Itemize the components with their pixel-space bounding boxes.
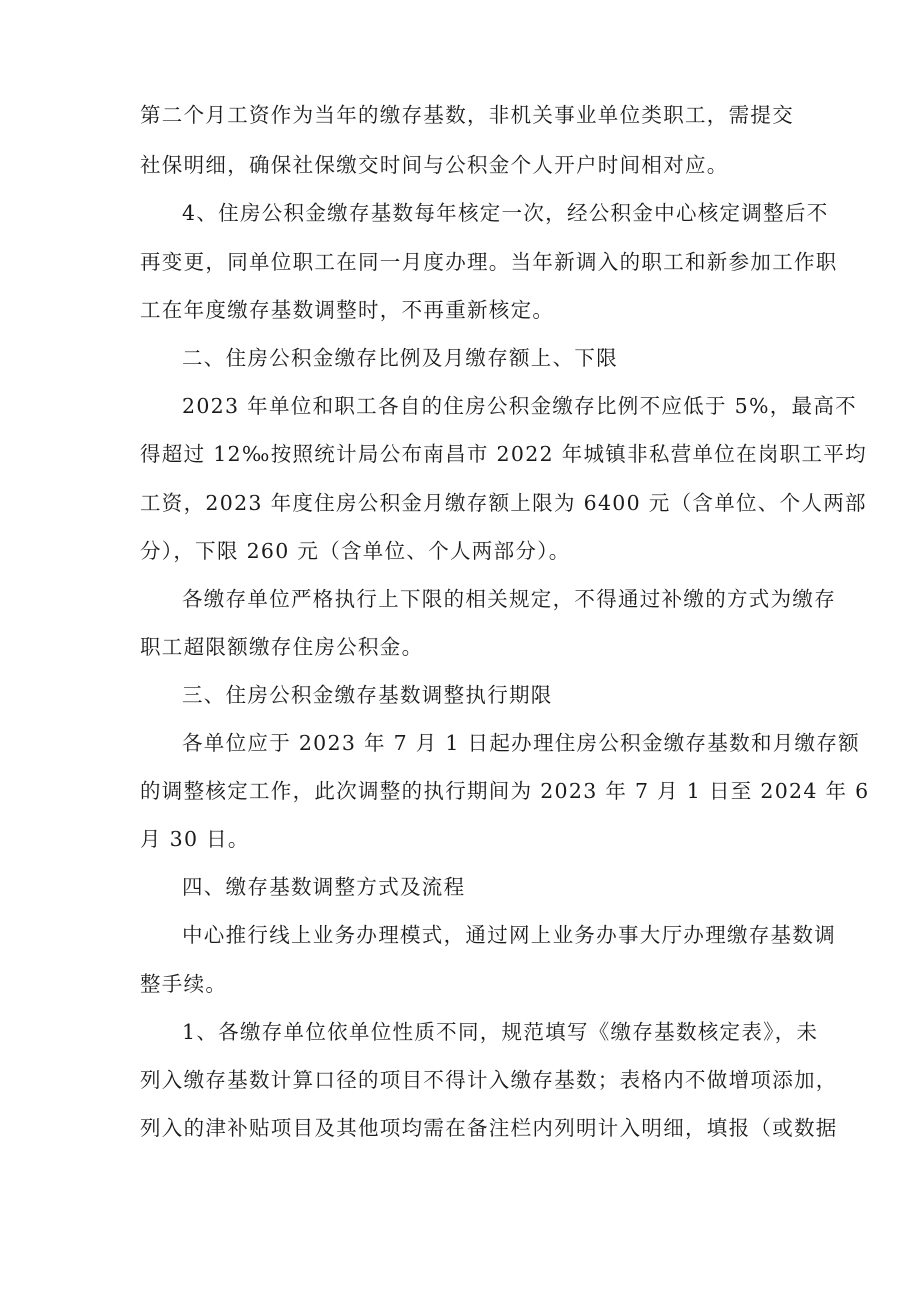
- section-heading: 二、住房公积金缴存比例及月缴存额上、下限: [182, 346, 618, 370]
- paragraph-line: 职工超限额缴存住房公积金。: [140, 635, 424, 659]
- section-heading: 四、缴存基数调整方式及流程: [182, 875, 466, 899]
- paragraph-line: 2023 年单位和职工各自的住房公积金缴存比例不应低于 5%，最高不: [182, 394, 857, 418]
- paragraph-line: 再变更，同单位职工在同一月度办理。当年新调入的职工和新参加工作职: [140, 250, 838, 274]
- paragraph-line: 分），下限 260 元（含单位、个人两部分）。: [140, 539, 571, 563]
- section-heading: 三、住房公积金缴存基数调整执行期限: [182, 683, 553, 707]
- paragraph-line: 列入的津补贴项目及其他项均需在备注栏内列明计入明细，填报（或数据: [140, 1116, 838, 1140]
- paragraph-line: 工资，2023 年度住房公积金月缴存额上限为 6400 元（含单位、个人两部: [140, 491, 867, 515]
- paragraph-line: 列入缴存基数计算口径的项目不得计入缴存基数；表格内不做增项添加，: [140, 1068, 838, 1092]
- paragraph-line: 月 30 日。: [140, 827, 250, 851]
- paragraph-line: 4、住房公积金缴存基数每年核定一次，经公积金中心核定调整后不: [182, 201, 829, 225]
- paragraph-line: 得超过 12‰按照统计局公布南昌市 2022 年城镇非私营单位在岗职工平均: [140, 442, 867, 466]
- paragraph-line: 的调整核定工作，此次调整的执行期间为 2023 年 7 月 1 日至 2024 年 6: [140, 779, 870, 803]
- paragraph-line: 各单位应于 2023 年 7 月 1 日起办理住房公积金缴存基数和月缴存额: [182, 731, 860, 755]
- paragraph-line: 1、各缴存单位依单位性质不同，规范填写《缴存基数核定表》，未: [182, 1020, 819, 1044]
- paragraph-line: 社保明细，确保社保缴交时间与公积金个人开户时间相对应。: [140, 153, 729, 177]
- paragraph-line: 整手续。: [140, 972, 228, 996]
- paragraph-line: 工在年度缴存基数调整时，不再重新核定。: [140, 298, 555, 322]
- paragraph-line: 第二个月工资作为当年的缴存基数，非机关事业单位类职工，需提交: [140, 103, 794, 127]
- paragraph-line: 各缴存单位严格执行上下限的相关规定，不得通过补缴的方式为缴存: [182, 587, 836, 611]
- paragraph-line: 中心推行线上业务办理模式，通过网上业务办事大厅办理缴存基数调: [182, 923, 836, 947]
